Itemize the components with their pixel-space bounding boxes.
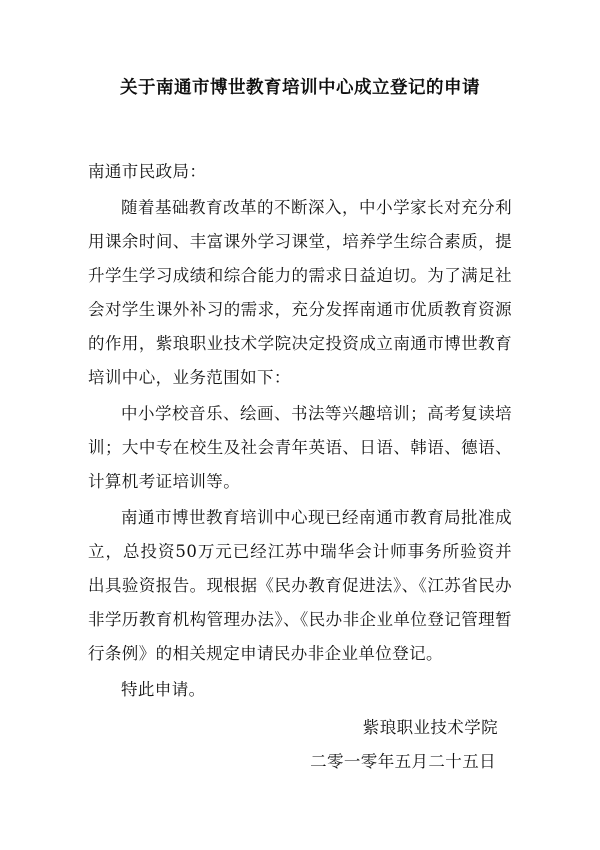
paragraph-4: 特此申请。 (121, 679, 206, 699)
document-body (88, 155, 512, 779)
page-title: 关于南通市博世教育培训中心成立登记的申请 (120, 78, 480, 98)
signature-block (88, 711, 512, 779)
salutation: 南通市民政局： (88, 161, 207, 181)
paragraph-2: 中小学校音乐、绘画、书法等兴趣培训；高考复读培训；大中专在校生及社会青年英语、日语、韩语、德语、计算机考证培训等。 (88, 403, 512, 491)
paragraph-1: 随着基础教育改革的不断深入，中小学家长对充分利用课余时间、丰富课外学习课堂，培养学生综合素质，提升学生学习成绩和综合能力的需求日益迫切。为了满足社会对学生课外补习的需求，充分发挥南通市优质教育资源的作用，紫琅职业技术学院决定投资成立南通市博世教育培训中心，业务范围如下： (88, 197, 512, 387)
paragraph-3: 南通市博世教育培训中心现已经南通市教育局批准成立，总投资50万元已经江苏中瑞华会计师事务所验资并出具验资报告。现根据《民办教育促进法》、《江苏省民办非学历教育机构管理办法》、《民办非企业单位登记管理暂行条例》的相关规定申请民办非企业单位登记。 (88, 507, 512, 663)
signature-date: 二零一零年五月二十五日 (310, 751, 496, 771)
signature-organization: 紫琅职业技术学院 (362, 717, 498, 737)
